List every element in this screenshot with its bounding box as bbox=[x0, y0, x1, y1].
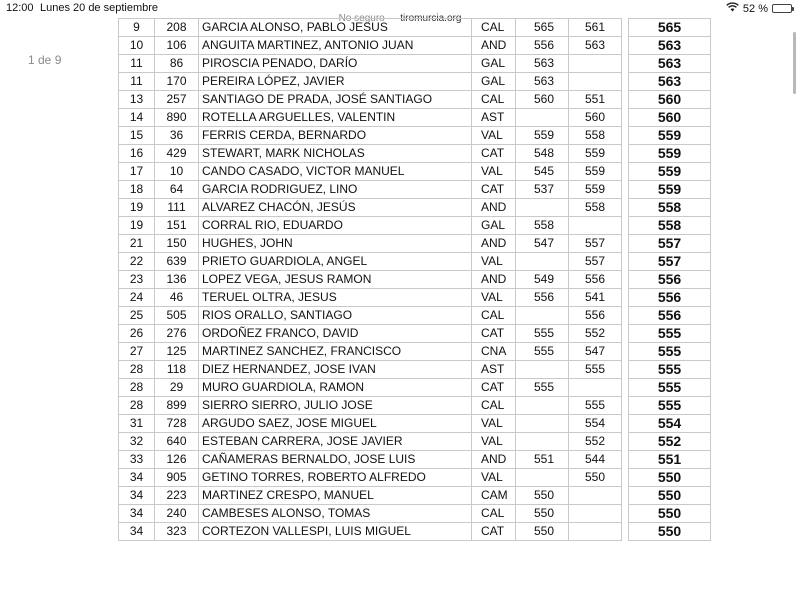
dorsal-cell: 86 bbox=[155, 55, 199, 73]
score2-cell bbox=[569, 217, 622, 235]
table-row bbox=[119, 145, 711, 163]
score1-cell bbox=[516, 253, 569, 271]
dorsal-cell: 150 bbox=[155, 235, 199, 253]
rank-cell: 21 bbox=[119, 235, 155, 253]
rank-cell: 11 bbox=[119, 55, 155, 73]
federation-cell: VAL bbox=[472, 415, 516, 433]
column-gap bbox=[622, 325, 629, 343]
dorsal-cell: 323 bbox=[155, 523, 199, 541]
best-score-cell: 555 bbox=[629, 397, 711, 415]
table-row bbox=[119, 199, 711, 217]
name-cell: MARTINEZ CRESPO, MANUEL bbox=[199, 487, 472, 505]
score2-cell bbox=[569, 505, 622, 523]
document-viewport[interactable] bbox=[118, 19, 718, 550]
score2-cell: 552 bbox=[569, 325, 622, 343]
dorsal-cell: 890 bbox=[155, 109, 199, 127]
rank-cell: 33 bbox=[119, 451, 155, 469]
dorsal-cell: 170 bbox=[155, 73, 199, 91]
column-gap bbox=[622, 127, 629, 145]
score1-cell: 547 bbox=[516, 235, 569, 253]
dorsal-cell: 728 bbox=[155, 415, 199, 433]
best-score-cell: 554 bbox=[629, 415, 711, 433]
rank-cell: 28 bbox=[119, 361, 155, 379]
federation-cell: CAL bbox=[472, 307, 516, 325]
federation-cell: CAT bbox=[472, 523, 516, 541]
federation-cell: CNA bbox=[472, 343, 516, 361]
best-score-cell: 565 bbox=[629, 19, 711, 37]
score2-cell: 541 bbox=[569, 289, 622, 307]
score1-cell bbox=[516, 397, 569, 415]
score2-cell: 556 bbox=[569, 307, 622, 325]
score1-cell: 549 bbox=[516, 271, 569, 289]
score1-cell bbox=[516, 199, 569, 217]
rank-cell: 28 bbox=[119, 397, 155, 415]
column-gap bbox=[622, 37, 629, 55]
table-row bbox=[119, 55, 711, 73]
name-cell: CORRAL RIO, EDUARDO bbox=[199, 217, 472, 235]
score1-cell: 563 bbox=[516, 73, 569, 91]
dorsal-cell: 136 bbox=[155, 271, 199, 289]
page-counter: 1 de 9 bbox=[28, 53, 62, 67]
table-row bbox=[119, 217, 711, 235]
rank-cell: 31 bbox=[119, 415, 155, 433]
name-cell: DIEZ HERNANDEZ, JOSE IVAN bbox=[199, 361, 472, 379]
dorsal-cell: 36 bbox=[155, 127, 199, 145]
best-score-cell: 556 bbox=[629, 271, 711, 289]
score2-cell: 563 bbox=[569, 37, 622, 55]
dorsal-cell: 640 bbox=[155, 433, 199, 451]
table-row bbox=[119, 91, 711, 109]
federation-cell: AST bbox=[472, 361, 516, 379]
name-cell: ROTELLA ARGUELLES, VALENTIN bbox=[199, 109, 472, 127]
score1-cell: 550 bbox=[516, 505, 569, 523]
rank-cell: 23 bbox=[119, 271, 155, 289]
dorsal-cell: 111 bbox=[155, 199, 199, 217]
column-gap bbox=[622, 73, 629, 91]
dorsal-cell: 106 bbox=[155, 37, 199, 55]
score1-cell: 556 bbox=[516, 37, 569, 55]
rank-cell: 34 bbox=[119, 469, 155, 487]
best-score-cell: 563 bbox=[629, 37, 711, 55]
federation-cell: VAL bbox=[472, 253, 516, 271]
dorsal-cell: 64 bbox=[155, 181, 199, 199]
column-gap bbox=[622, 55, 629, 73]
federation-cell: GAL bbox=[472, 217, 516, 235]
table-row bbox=[119, 253, 711, 271]
best-score-cell: 558 bbox=[629, 217, 711, 235]
name-cell: STEWART, MARK NICHOLAS bbox=[199, 145, 472, 163]
federation-cell: VAL bbox=[472, 289, 516, 307]
score1-cell: 555 bbox=[516, 325, 569, 343]
wifi-icon bbox=[726, 2, 739, 15]
score1-cell: 556 bbox=[516, 289, 569, 307]
best-score-cell: 559 bbox=[629, 163, 711, 181]
best-score-cell: 556 bbox=[629, 289, 711, 307]
dorsal-cell: 899 bbox=[155, 397, 199, 415]
rank-cell: 18 bbox=[119, 181, 155, 199]
name-cell: GARCIA RODRIGUEZ, LINO bbox=[199, 181, 472, 199]
dorsal-cell: 639 bbox=[155, 253, 199, 271]
rank-cell: 19 bbox=[119, 199, 155, 217]
column-gap bbox=[622, 361, 629, 379]
dorsal-cell: 125 bbox=[155, 343, 199, 361]
federation-cell: CAM bbox=[472, 487, 516, 505]
column-gap bbox=[622, 415, 629, 433]
best-score-cell: 557 bbox=[629, 235, 711, 253]
federation-cell: AND bbox=[472, 271, 516, 289]
name-cell: PIROSCIA PENADO, DARÍO bbox=[199, 55, 472, 73]
federation-cell: GAL bbox=[472, 55, 516, 73]
score2-cell: 558 bbox=[569, 127, 622, 145]
name-cell: SIERRO SIERRO, JULIO JOSE bbox=[199, 397, 472, 415]
best-score-cell: 550 bbox=[629, 505, 711, 523]
table-row bbox=[119, 181, 711, 199]
status-icons bbox=[726, 2, 792, 15]
table-row bbox=[119, 469, 711, 487]
name-cell: ALVAREZ CHACÓN, JESÚS bbox=[199, 199, 472, 217]
federation-cell: VAL bbox=[472, 127, 516, 145]
dorsal-cell: 905 bbox=[155, 469, 199, 487]
federation-cell: AST bbox=[472, 109, 516, 127]
score2-cell: 555 bbox=[569, 397, 622, 415]
federation-cell: VAL bbox=[472, 163, 516, 181]
score1-cell: 550 bbox=[516, 487, 569, 505]
best-score-cell: 555 bbox=[629, 379, 711, 397]
dorsal-cell: 29 bbox=[155, 379, 199, 397]
federation-cell: AND bbox=[472, 451, 516, 469]
name-cell: GETINO TORRES, ROBERTO ALFREDO bbox=[199, 469, 472, 487]
table-row bbox=[119, 109, 711, 127]
column-gap bbox=[622, 397, 629, 415]
federation-cell: CAL bbox=[472, 505, 516, 523]
column-gap bbox=[622, 505, 629, 523]
column-gap bbox=[622, 91, 629, 109]
column-gap bbox=[622, 271, 629, 289]
scrollbar[interactable] bbox=[793, 32, 796, 94]
column-gap bbox=[622, 469, 629, 487]
url-host: tiromurcia.org bbox=[400, 13, 462, 24]
federation-cell: VAL bbox=[472, 469, 516, 487]
name-cell: CANDO CASADO, VICTOR MANUEL bbox=[199, 163, 472, 181]
rank-cell: 32 bbox=[119, 433, 155, 451]
name-cell: ORDOÑEZ FRANCO, DAVID bbox=[199, 325, 472, 343]
name-cell: LOPEZ VEGA, JESUS RAMON bbox=[199, 271, 472, 289]
column-gap bbox=[622, 217, 629, 235]
table-row bbox=[119, 19, 711, 37]
table-row bbox=[119, 307, 711, 325]
name-cell: CAMBESES ALONSO, TOMAS bbox=[199, 505, 472, 523]
results-table bbox=[118, 18, 711, 541]
table-row bbox=[119, 451, 711, 469]
score2-cell: 559 bbox=[569, 163, 622, 181]
rank-cell: 34 bbox=[119, 523, 155, 541]
name-cell: FERRIS CERDA, BERNARDO bbox=[199, 127, 472, 145]
best-score-cell: 560 bbox=[629, 109, 711, 127]
score2-cell bbox=[569, 487, 622, 505]
table-row bbox=[119, 37, 711, 55]
name-cell: ESTEBAN CARRERA, JOSE JAVIER bbox=[199, 433, 472, 451]
score2-cell: 561 bbox=[569, 19, 622, 37]
column-gap bbox=[622, 451, 629, 469]
score1-cell: 565 bbox=[516, 19, 569, 37]
column-gap bbox=[622, 487, 629, 505]
dorsal-cell: 223 bbox=[155, 487, 199, 505]
rank-cell: 22 bbox=[119, 253, 155, 271]
score2-cell: 559 bbox=[569, 181, 622, 199]
table-row bbox=[119, 361, 711, 379]
column-gap bbox=[622, 109, 629, 127]
score2-cell: 558 bbox=[569, 199, 622, 217]
best-score-cell: 559 bbox=[629, 145, 711, 163]
federation-cell: CAT bbox=[472, 145, 516, 163]
score1-cell bbox=[516, 469, 569, 487]
security-label: No seguro — bbox=[338, 13, 401, 24]
column-gap bbox=[622, 145, 629, 163]
score1-cell: 563 bbox=[516, 55, 569, 73]
name-cell: CAÑAMERAS BERNALDO, JOSE LUIS bbox=[199, 451, 472, 469]
name-cell: RIOS ORALLO, SANTIAGO bbox=[199, 307, 472, 325]
dorsal-cell: 505 bbox=[155, 307, 199, 325]
rank-cell: 9 bbox=[119, 19, 155, 37]
table-row bbox=[119, 415, 711, 433]
rank-cell: 14 bbox=[119, 109, 155, 127]
name-cell: CORTEZON VALLESPI, LUIS MIGUEL bbox=[199, 523, 472, 541]
score1-cell: 548 bbox=[516, 145, 569, 163]
score2-cell: 550 bbox=[569, 469, 622, 487]
federation-cell: CAL bbox=[472, 91, 516, 109]
score2-cell: 554 bbox=[569, 415, 622, 433]
rank-cell: 25 bbox=[119, 307, 155, 325]
column-gap bbox=[622, 379, 629, 397]
best-score-cell: 560 bbox=[629, 91, 711, 109]
score2-cell bbox=[569, 379, 622, 397]
score1-cell: 555 bbox=[516, 343, 569, 361]
battery-percent: 52 % bbox=[742, 2, 768, 15]
rank-cell: 15 bbox=[119, 127, 155, 145]
federation-cell: AND bbox=[472, 235, 516, 253]
table-row bbox=[119, 343, 711, 361]
score2-cell: 544 bbox=[569, 451, 622, 469]
score1-cell: 550 bbox=[516, 523, 569, 541]
column-gap bbox=[622, 181, 629, 199]
table-row bbox=[119, 433, 711, 451]
rank-cell: 17 bbox=[119, 163, 155, 181]
best-score-cell: 555 bbox=[629, 343, 711, 361]
column-gap bbox=[622, 433, 629, 451]
federation-cell: VAL bbox=[472, 433, 516, 451]
federation-cell: AND bbox=[472, 199, 516, 217]
date-label: Lunes 20 de septiembre bbox=[40, 2, 159, 14]
best-score-cell: 559 bbox=[629, 127, 711, 145]
best-score-cell: 556 bbox=[629, 307, 711, 325]
name-cell: PEREIRA LÓPEZ, JAVIER bbox=[199, 73, 472, 91]
table-row bbox=[119, 235, 711, 253]
score1-cell: 545 bbox=[516, 163, 569, 181]
dorsal-cell: 429 bbox=[155, 145, 199, 163]
best-score-cell: 557 bbox=[629, 253, 711, 271]
name-cell: GARCIA ALONSO, PABLO JESUS bbox=[199, 19, 472, 37]
best-score-cell: 550 bbox=[629, 523, 711, 541]
federation-cell: GAL bbox=[472, 73, 516, 91]
table-row bbox=[119, 289, 711, 307]
score2-cell: 559 bbox=[569, 145, 622, 163]
score1-cell: 555 bbox=[516, 379, 569, 397]
rank-cell: 16 bbox=[119, 145, 155, 163]
table-row bbox=[119, 73, 711, 91]
table-row bbox=[119, 487, 711, 505]
best-score-cell: 550 bbox=[629, 469, 711, 487]
dorsal-cell: 10 bbox=[155, 163, 199, 181]
score1-cell bbox=[516, 415, 569, 433]
rank-cell: 11 bbox=[119, 73, 155, 91]
column-gap bbox=[622, 253, 629, 271]
rank-cell: 27 bbox=[119, 343, 155, 361]
battery-icon bbox=[772, 4, 792, 13]
score2-cell: 560 bbox=[569, 109, 622, 127]
dorsal-cell: 257 bbox=[155, 91, 199, 109]
best-score-cell: 555 bbox=[629, 325, 711, 343]
score2-cell: 555 bbox=[569, 361, 622, 379]
rank-cell: 13 bbox=[119, 91, 155, 109]
dorsal-cell: 46 bbox=[155, 289, 199, 307]
table-row bbox=[119, 523, 711, 541]
dorsal-cell: 126 bbox=[155, 451, 199, 469]
column-gap bbox=[622, 235, 629, 253]
score2-cell: 557 bbox=[569, 253, 622, 271]
column-gap bbox=[622, 307, 629, 325]
clock: 12:00 bbox=[6, 2, 34, 14]
score2-cell bbox=[569, 73, 622, 91]
dorsal-cell: 276 bbox=[155, 325, 199, 343]
federation-cell: CAL bbox=[472, 19, 516, 37]
best-score-cell: 555 bbox=[629, 361, 711, 379]
score1-cell bbox=[516, 361, 569, 379]
table-row bbox=[119, 127, 711, 145]
score1-cell: 537 bbox=[516, 181, 569, 199]
column-gap bbox=[622, 19, 629, 37]
rank-cell: 24 bbox=[119, 289, 155, 307]
name-cell: ARGUDO SAEZ, JOSE MIGUEL bbox=[199, 415, 472, 433]
federation-cell: CAT bbox=[472, 181, 516, 199]
rank-cell: 34 bbox=[119, 487, 155, 505]
best-score-cell: 550 bbox=[629, 487, 711, 505]
name-cell: ANGUITA MARTINEZ, ANTONIO JUAN bbox=[199, 37, 472, 55]
score1-cell bbox=[516, 109, 569, 127]
name-cell: PRIETO GUARDIOLA, ANGEL bbox=[199, 253, 472, 271]
table-row bbox=[119, 163, 711, 181]
score2-cell bbox=[569, 55, 622, 73]
federation-cell: CAL bbox=[472, 397, 516, 415]
score1-cell: 558 bbox=[516, 217, 569, 235]
column-gap bbox=[622, 523, 629, 541]
federation-cell: CAT bbox=[472, 379, 516, 397]
score2-cell: 552 bbox=[569, 433, 622, 451]
score1-cell bbox=[516, 307, 569, 325]
name-cell: MURO GUARDIOLA, RAMON bbox=[199, 379, 472, 397]
rank-cell: 28 bbox=[119, 379, 155, 397]
dorsal-cell: 208 bbox=[155, 19, 199, 37]
dorsal-cell: 240 bbox=[155, 505, 199, 523]
table-row bbox=[119, 379, 711, 397]
column-gap bbox=[622, 163, 629, 181]
name-cell: MARTINEZ SANCHEZ, FRANCISCO bbox=[199, 343, 472, 361]
rank-cell: 34 bbox=[119, 505, 155, 523]
best-score-cell: 551 bbox=[629, 451, 711, 469]
federation-cell: AND bbox=[472, 37, 516, 55]
score1-cell: 559 bbox=[516, 127, 569, 145]
federation-cell: CAT bbox=[472, 325, 516, 343]
score1-cell: 551 bbox=[516, 451, 569, 469]
table-row bbox=[119, 505, 711, 523]
score2-cell: 556 bbox=[569, 271, 622, 289]
score2-cell: 557 bbox=[569, 235, 622, 253]
column-gap bbox=[622, 289, 629, 307]
best-score-cell: 552 bbox=[629, 433, 711, 451]
status-bar bbox=[0, 0, 800, 24]
score1-cell bbox=[516, 433, 569, 451]
score1-cell: 560 bbox=[516, 91, 569, 109]
name-cell: HUGHES, JOHN bbox=[199, 235, 472, 253]
score2-cell bbox=[569, 523, 622, 541]
best-score-cell: 563 bbox=[629, 73, 711, 91]
rank-cell: 19 bbox=[119, 217, 155, 235]
name-cell: SANTIAGO DE PRADA, JOSÉ SANTIAGO bbox=[199, 91, 472, 109]
best-score-cell: 563 bbox=[629, 55, 711, 73]
dorsal-cell: 151 bbox=[155, 217, 199, 235]
column-gap bbox=[622, 343, 629, 361]
name-cell: TERUEL OLTRA, JESUS bbox=[199, 289, 472, 307]
best-score-cell: 559 bbox=[629, 181, 711, 199]
score2-cell: 547 bbox=[569, 343, 622, 361]
table-row bbox=[119, 271, 711, 289]
best-score-cell: 558 bbox=[629, 199, 711, 217]
rank-cell: 10 bbox=[119, 37, 155, 55]
dorsal-cell: 118 bbox=[155, 361, 199, 379]
score2-cell: 551 bbox=[569, 91, 622, 109]
table-row bbox=[119, 397, 711, 415]
rank-cell: 26 bbox=[119, 325, 155, 343]
column-gap bbox=[622, 199, 629, 217]
table-row bbox=[119, 325, 711, 343]
